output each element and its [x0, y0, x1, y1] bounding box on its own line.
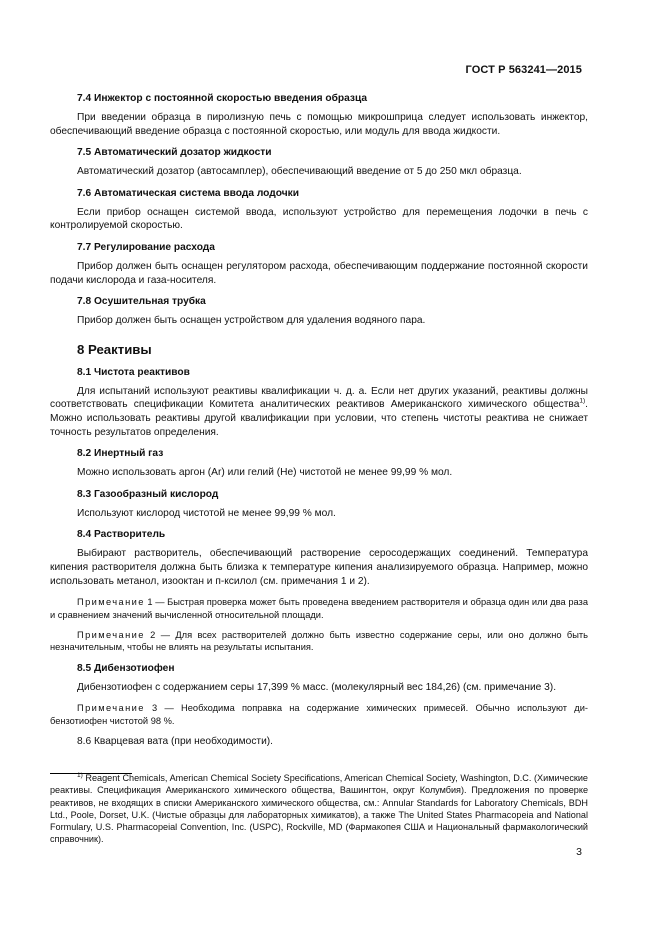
paragraph-7-6: Если прибор оснащен системой ввода, используют устройство для перемещения лодочки в печь с контролируемой скоростью.	[50, 206, 588, 232]
paragraph-8-3: Используют кислород чистотой не менее 99,99 % мол.	[77, 507, 336, 519]
paragraph-7-8: Прибор должен быть оснащен устройством для удаления водяного пара.	[77, 315, 426, 327]
heading-7-8: 7.8 Осушительная трубка	[77, 296, 206, 308]
paragraph-8-1	[50, 385, 588, 439]
heading-8: 8 Реактивы	[77, 341, 152, 357]
footnote	[50, 772, 588, 846]
heading-8-4: 8.4 Растворитель	[77, 529, 166, 541]
footnote-text-block	[50, 772, 588, 846]
paragraph-8-1-part-a: Для испытаний используют реактивы квалификации ч. д. а. Если нет других указаний, реактивы должны соответствовать спецификации Комитета аналитических реактивов Американского химического общества	[50, 385, 588, 411]
paragraph-8-4: Выбирают растворитель, обеспечивающий растворение серосодержащих соединений. Температура кипения растворителя должна быть близка к температуре кипения анализируемого образца. Например, можно использовать метанол, изооктан и п-ксилол (см. примечания 1 и 2).	[50, 548, 588, 587]
footnote-reference[interactable]: 1)	[579, 397, 586, 405]
paragraph-8-1-part-b: . Можно использовать реактивы другой квалификации при условии, что степень чистоты реактива не снижает точность результатов определения.	[50, 399, 588, 438]
note-1-text: 1 — Быстрая проверка может быть проведена введением растворителя и образца один или два раза и сравнением значений вычисленной относительной площади.	[50, 597, 588, 620]
page-body	[50, 92, 588, 757]
note-2-text: 2 — Для всех растворителей должно быть известно содержание серы, или оно должно быть незначительным, чтобы не влиять на результаты испытания.	[50, 629, 588, 653]
note-2-label: Примечание	[77, 629, 145, 640]
heading-7-7: 7.7 Регулирование расхода	[77, 241, 215, 253]
heading-7-6: 7.6 Автоматическая система ввода лодочки	[77, 187, 299, 199]
paragraph-7-7: Прибор должен быть оснащен регулятором расхода, обеспечивающим поддержание постоянной скорости подачи кислорода и газа-носителя.	[50, 260, 588, 286]
standard-code: ГОСТ Р 563241—2015	[465, 64, 582, 76]
heading-8-3: 8.3 Газообразный кислород	[77, 488, 219, 500]
heading-8-1: 8.1 Чистота реактивов	[77, 366, 190, 378]
note-3-text: 3 — Необходима поправка на содержание химических примесей. Обычно используют дибензотиофен чистотой 98 %.	[50, 703, 588, 726]
paragraph-8-6: 8.6 Кварцевая вата (при необходимости).	[77, 736, 273, 748]
heading-8-2: 8.2 Инертный газ	[77, 448, 164, 460]
paragraph-8-5: Дибензотиофен с содержанием серы 17,399 % масс. (молекулярный вес 184,26) (см. примечание 3).	[77, 681, 557, 693]
paragraph-7-5: Автоматический дозатор (автосамплер), обеспечивающий введение от 5 до 250 мкл образца.	[77, 166, 522, 178]
page-number: 3	[576, 846, 582, 858]
heading-7-5: 7.5 Автоматический дозатор жидкости	[77, 147, 272, 159]
note-2	[50, 629, 588, 654]
heading-8-5: 8.5 Дибензотиофен	[77, 662, 175, 674]
footnote-mark: 1)	[77, 771, 83, 779]
note-1	[50, 596, 588, 621]
note-3	[50, 702, 588, 727]
note-1-label: Примечание	[77, 597, 145, 608]
note-3-label: Примечание	[77, 703, 145, 714]
heading-7-4: 7.4 Инжектор с постоянной скоростью введения образца	[77, 93, 368, 104]
paragraph-8-2: Можно использовать аргон (Ar) или гелий (He) чистотой не менее 99,99 % мол.	[77, 467, 453, 479]
footnote-text: Reagent Chemicals, American Chemical Society Specifications, American Chemical Society, Washington, D.C. (Химические реактивы. Спецификация Американского химического общества, Вашингтон, округ Колумбия). Предложения по проверке реактивов, не входящих в списки Американского химического общества, см.: Annular Standards for Laboratory Chemicals, BDH Ltd., Poole, Dorset, U.K. (Чистые образцы для лабораторных химикатов), а также The United States Pharmacopeia and National Formulary, U.S. Pharmacopeial Convention, Inc. (USPC), Rockville, MD (Фармакопея США и Национальный фармакологический справочник).	[50, 773, 588, 845]
paragraph-7-4: При введении образца в пиролизную печь с помощью микрошприца следует использовать инжектор, обеспечивающий введение образца с постоянной скоростью, или модуль для ввода жидкости.	[50, 112, 588, 137]
